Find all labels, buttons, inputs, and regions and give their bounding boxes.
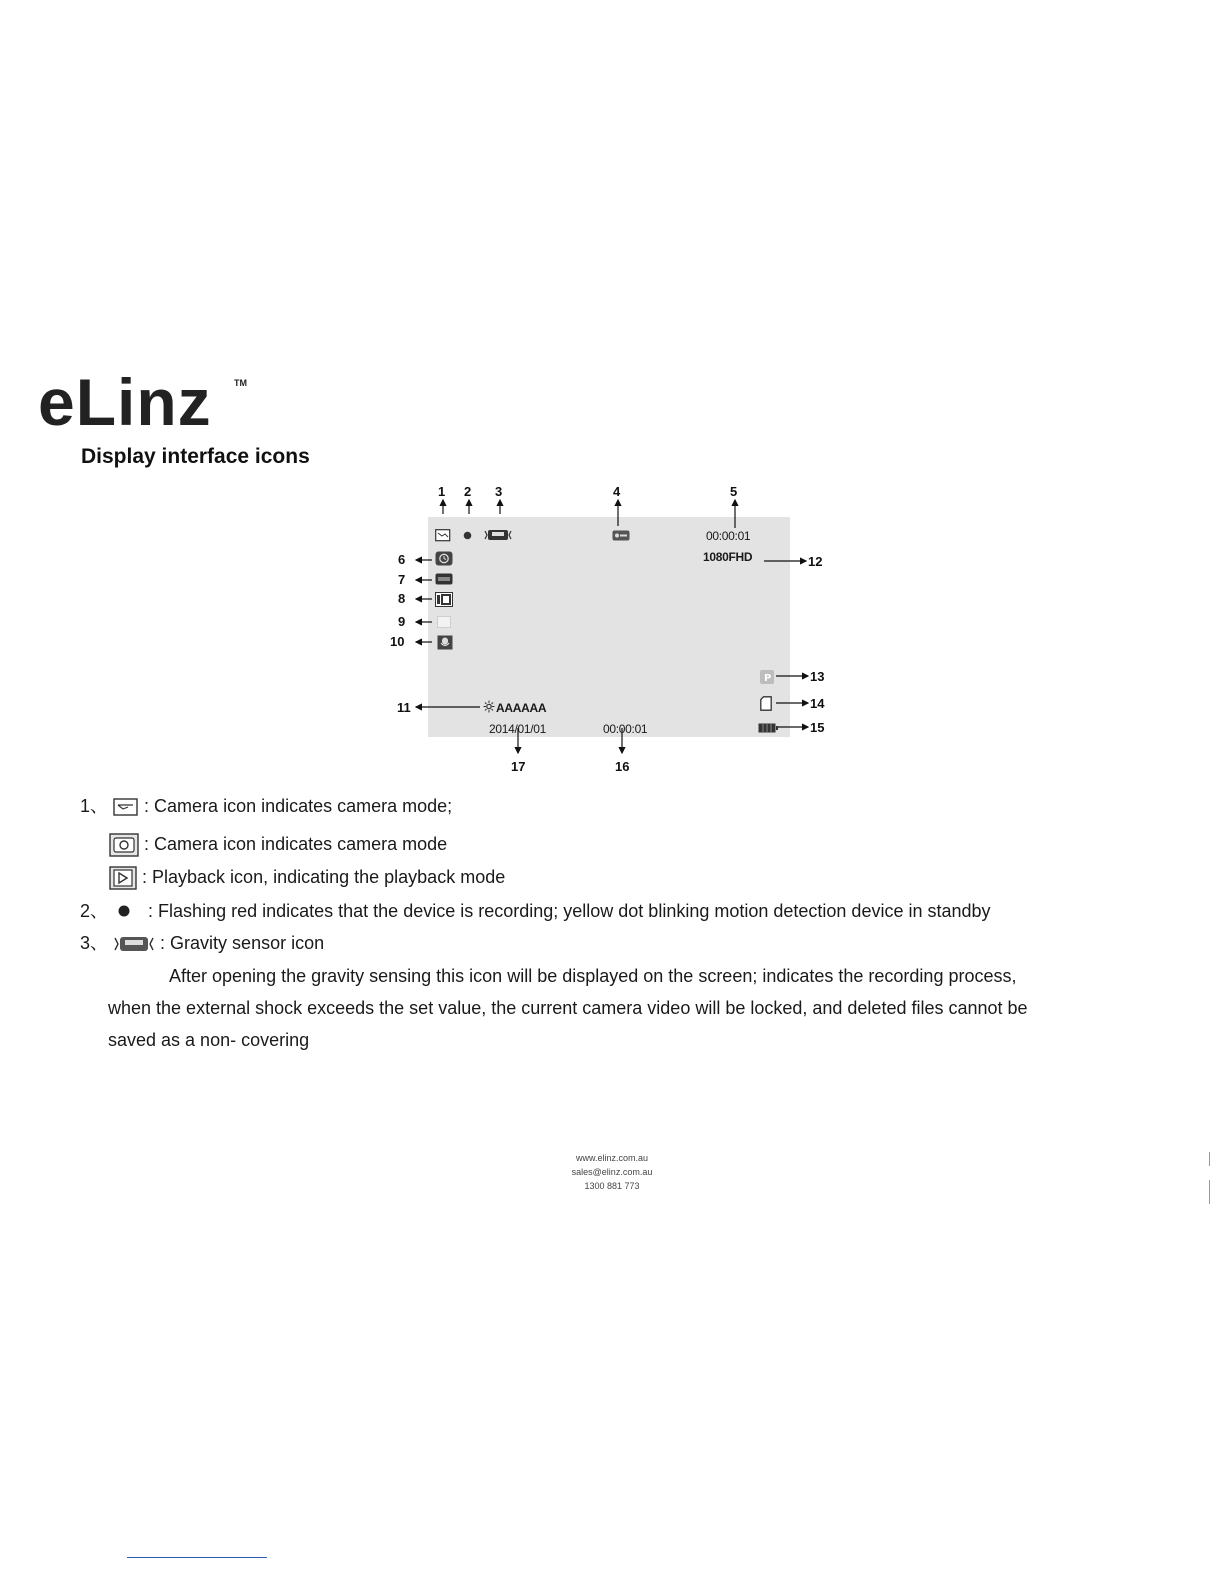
elinz-logo [38, 365, 258, 444]
item-number: 1、 [80, 796, 109, 816]
footer-phone: 1300 881 773 [584, 1181, 640, 1191]
item-text: : Flashing red indicates that the device is recording; yellow dot blinking motion detection device in standby [148, 901, 991, 921]
record-dot-icon [113, 904, 143, 920]
scan-edge-mark [1209, 1152, 1210, 1166]
item-text: : Gravity sensor icon [160, 933, 325, 953]
callout-6: 6 [398, 552, 406, 567]
osd-exposure: AAAAAA [496, 701, 547, 715]
microphone-icon [437, 635, 453, 650]
list-item-2 [80, 900, 991, 922]
callout-7: 7 [398, 572, 406, 587]
playback-icon [109, 866, 137, 890]
item-text: : Camera icon indicates camera mode [144, 834, 448, 854]
timelapse-icon [435, 551, 453, 566]
list-item-3 [80, 932, 324, 954]
callout-9: 9 [398, 614, 406, 629]
list-item-1b [109, 833, 447, 857]
callout-3: 3 [495, 484, 503, 499]
lock-icon [612, 530, 630, 541]
trademark-mark: TM [234, 378, 247, 388]
callout-1: 1 [438, 484, 446, 499]
callout-2: 2 [464, 484, 472, 499]
osd-time: 00:00:01 [603, 722, 648, 736]
wdr-icon [435, 573, 453, 585]
parking-icon [760, 670, 774, 684]
osd-date: 2014/01/01 [489, 722, 547, 736]
callout-16: 16 [615, 759, 630, 774]
video-camera-icon [435, 529, 451, 542]
callout-10: 10 [390, 634, 405, 649]
section-heading: Display interface icons [81, 445, 310, 468]
battery-icon [758, 723, 778, 733]
callout-17: 17 [511, 759, 526, 774]
gravity-sensor-description [108, 960, 1148, 1056]
svg-text:P: P [764, 673, 772, 684]
scan-edge-mark [1209, 1180, 1210, 1204]
diagram-arrows [380, 470, 850, 790]
callout-4: 4 [613, 484, 621, 499]
callout-5: 5 [730, 484, 738, 499]
photo-camera-icon [109, 833, 139, 857]
sd-card-icon [760, 696, 772, 711]
osd-resolution: 1080FHD [703, 550, 753, 564]
video-camera-icon [113, 797, 139, 817]
osd-timer-top: 00:00:01 [706, 529, 751, 543]
footer-rule [127, 1557, 267, 1558]
gravity-sensor-icon [113, 934, 155, 954]
footer-website: www.elinz.com.au [575, 1153, 649, 1163]
list-item-1c [109, 866, 505, 890]
callout-12: 12 [808, 554, 823, 569]
item-text: : Playback icon, indicating the playback mode [142, 867, 506, 887]
item-text: : Camera icon indicates camera mode; [144, 796, 453, 816]
logo-text: eLinz [38, 365, 212, 439]
paragraph-line: saved as a non- covering [108, 1030, 310, 1050]
footer-email: sales@elinz.com.au [571, 1167, 653, 1177]
callout-13: 13 [810, 669, 825, 684]
item-number: 3、 [80, 933, 109, 953]
gravity-sensor-icon [484, 527, 512, 543]
callout-15: 15 [810, 720, 825, 735]
blank-icon [437, 616, 451, 628]
brightness-icon [483, 700, 495, 713]
exposure-10-icon [435, 592, 453, 607]
callout-11: 11 [397, 700, 411, 715]
paragraph-line: After opening the gravity sensing this icon will be displayed on the screen; indicates the recording process, [169, 966, 1017, 986]
paragraph-line: when the external shock exceeds the set value, the current camera video will be locked, and deleted files cannot be [108, 998, 1028, 1018]
item-number: 2、 [80, 901, 109, 921]
list-item-1 [80, 795, 452, 817]
callout-8: 8 [398, 591, 406, 606]
record-dot-icon [463, 531, 472, 540]
callout-14: 14 [810, 696, 825, 711]
